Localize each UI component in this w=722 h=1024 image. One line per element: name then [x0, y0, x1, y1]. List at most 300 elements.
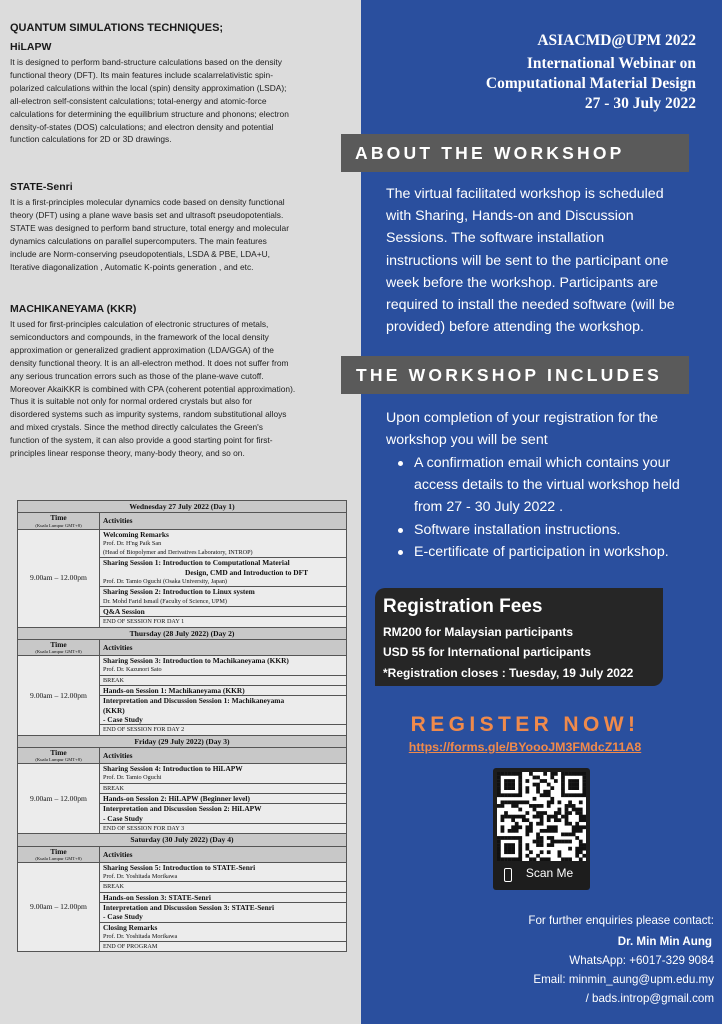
qr-module — [554, 829, 558, 833]
qr-module — [525, 818, 529, 822]
text-line: include are Norm-conserving pseudopotentials, LSDA & PBE, LDA+U, — [10, 248, 270, 259]
qr-module — [508, 793, 512, 797]
qr-module — [575, 854, 579, 858]
text-line: dynamics calculations on parallel supercomputers. The main features — [10, 235, 267, 246]
qr-module — [515, 772, 519, 776]
text-line: density functional theory. It is an all-electron method. It does not suffer from — [10, 357, 289, 368]
qr-module — [533, 797, 537, 801]
qr-module — [522, 800, 526, 804]
qr-module — [540, 818, 544, 822]
qr-module — [561, 783, 565, 787]
qr-module — [568, 772, 572, 776]
qr-module — [525, 825, 529, 829]
qr-module — [579, 793, 583, 797]
day-title: Thursday (28 July 2022) (Day 2) — [18, 627, 347, 639]
kkr-heading: MACHIKANEYAMA (KKR) — [10, 303, 137, 315]
qr-module — [511, 818, 515, 822]
qr-module — [572, 783, 576, 787]
qr-module — [497, 790, 501, 794]
qr-module — [525, 790, 529, 794]
fee-international: USD 55 for International participants — [383, 645, 592, 659]
qr-module — [508, 847, 512, 851]
qr-module — [550, 815, 554, 819]
qr-module — [540, 843, 544, 847]
qr-module — [501, 793, 505, 797]
contact-whatsapp[interactable]: WhatsApp: +6017-329 9084 — [569, 954, 714, 967]
qr-module — [561, 786, 565, 790]
qr-module — [529, 829, 533, 833]
qr-module — [497, 804, 501, 808]
text-line: STATE was designed to perform band structure, total energy and molecular — [10, 222, 289, 233]
qr-module — [540, 829, 544, 833]
qr-module — [497, 836, 501, 840]
text-line: access details to the virtual workshop held — [414, 477, 680, 494]
qr-module — [504, 811, 508, 815]
qr-module — [561, 840, 565, 844]
qr-module — [547, 804, 551, 808]
qr-module — [550, 786, 554, 790]
text-line: Sessions. The software installation — [386, 230, 605, 247]
qr-module — [582, 790, 586, 794]
contact-name: Dr. Min Min Aung — [617, 935, 712, 948]
text-line: A confirmation email which contains your — [414, 455, 671, 471]
activity-speaker: Dr. Mohd Farid Ismail (Faculty of Science, UPM) — [103, 597, 227, 605]
activity-title-cont: Design, CMD and Introduction to DFT — [185, 567, 309, 577]
qr-module — [518, 786, 522, 790]
about-text — [386, 183, 675, 338]
qr-module — [547, 850, 551, 854]
list-item — [386, 519, 680, 541]
scan-me-label — [493, 866, 590, 880]
qr-module — [518, 800, 522, 804]
session-time: 9.00am – 12.00pm — [18, 764, 100, 834]
qr-module — [554, 815, 558, 819]
time-zone: (Kuala Lumpur GMT+8) — [35, 855, 82, 861]
activity-speaker-affiliation: (Head of Biopolymer and Derivatives Laboratory, INTROP) — [103, 549, 253, 557]
activity-title: Q&A Session — [103, 606, 145, 616]
qr-module — [501, 815, 505, 819]
qr-module — [536, 833, 540, 837]
qr-module — [533, 840, 537, 844]
qr-module — [550, 772, 554, 776]
qr-module — [501, 804, 505, 808]
activity-subtitle: - Case Study — [103, 714, 143, 724]
time-zone: (Kuala Lumpur GMT+8) — [35, 522, 82, 528]
qr-module — [582, 772, 586, 776]
qr-module — [561, 779, 565, 783]
activity-title: Interpretation and Discussion Session 1: Machikaneyama — [103, 696, 285, 706]
qr-module — [511, 825, 515, 829]
qr-module — [579, 840, 583, 844]
qr-module — [504, 857, 508, 861]
schedule-table — [17, 500, 347, 952]
registration-link[interactable]: https://forms.gle/BYoooJM3FMdcZ11A8 — [408, 740, 642, 754]
qr-module — [547, 818, 551, 822]
qr-module — [568, 804, 572, 808]
activity-speaker: Prof. Dr. Yoshitada Morikawa — [103, 932, 178, 940]
qr-module — [540, 811, 544, 815]
qr-module — [561, 815, 565, 819]
qr-module — [558, 800, 562, 804]
qr-module — [554, 818, 558, 822]
qr-module — [540, 850, 544, 854]
qr-module — [536, 804, 540, 808]
contact-email-alt[interactable]: / bads.introp@gmail.com — [585, 992, 714, 1005]
qr-module — [504, 779, 508, 783]
qr-module — [565, 818, 569, 822]
activity-subtitle: - Case Study — [103, 912, 143, 922]
qr-module — [529, 825, 533, 829]
qr-module — [536, 776, 540, 780]
qr-module — [568, 779, 572, 783]
qr-module — [525, 800, 529, 804]
includes-list — [386, 452, 680, 563]
registration-deadline: *Registration closes : Tuesday, 19 July 2022 — [383, 666, 634, 680]
qr-module — [497, 843, 501, 847]
qr-module — [504, 793, 508, 797]
activity-title: Interpretation and Discussion Session 2: HiLAPW — [103, 804, 262, 814]
qr-module — [582, 843, 586, 847]
qr-module — [565, 793, 569, 797]
time-header — [18, 513, 100, 529]
day-title: Friday (29 July 2022) (Day 3) — [18, 735, 347, 747]
qr-module — [504, 772, 508, 776]
hilapw-text — [10, 56, 289, 146]
qr-module — [582, 786, 586, 790]
qr-module — [554, 779, 558, 783]
qr-module — [511, 850, 515, 854]
activities-header: Activities — [100, 747, 347, 763]
qr-module — [518, 836, 522, 840]
qr-module — [540, 857, 544, 861]
qr-module — [536, 836, 540, 840]
time-label: Time — [50, 639, 67, 649]
qr-module — [568, 811, 572, 815]
qr-module — [550, 776, 554, 780]
qr-module — [543, 790, 547, 794]
qr-module — [504, 815, 508, 819]
text-line: Software installation instructions. — [414, 521, 621, 538]
qr-module — [508, 850, 512, 854]
qr-module — [501, 818, 505, 822]
text-line: function calculations for 2D or 3D drawings. — [10, 134, 172, 145]
qr-module — [504, 786, 508, 790]
qr-module — [568, 822, 572, 826]
qr-module — [511, 847, 515, 851]
qr-module — [504, 843, 508, 847]
time-label: Time — [50, 846, 67, 856]
day-title: Wednesday 27 July 2022 (Day 1) — [18, 501, 347, 513]
activity-cell — [100, 587, 347, 607]
qr-module — [501, 825, 505, 829]
qr-module — [508, 836, 512, 840]
text-line: Upon completion of your registration for the — [386, 410, 659, 426]
text-line: Moreover AkaiKKR is combined with CPA (coherent potential approximation). — [10, 383, 296, 394]
qr-module — [575, 811, 579, 815]
list-item — [386, 452, 680, 519]
qr-module — [501, 857, 505, 861]
qr-module — [525, 843, 529, 847]
qr-module — [575, 829, 579, 833]
qr-module — [540, 779, 544, 783]
qr-module — [565, 811, 569, 815]
qr-code-panel[interactable] — [493, 768, 590, 890]
text-line: polarized calculations within the local (spin) density approximation (LSDA); — [10, 82, 287, 93]
qr-module — [515, 829, 519, 833]
qr-module — [547, 815, 551, 819]
qr-module — [533, 808, 537, 812]
activity-cell — [100, 764, 347, 784]
qr-module — [525, 786, 529, 790]
qr-module — [525, 833, 529, 837]
time-header — [18, 846, 100, 862]
qr-module — [550, 829, 554, 833]
session-time: 9.00am – 12.00pm — [18, 656, 100, 735]
qr-module — [579, 818, 583, 822]
qr-module — [582, 783, 586, 787]
qr-module — [501, 836, 505, 840]
qr-module — [547, 836, 551, 840]
qr-module — [533, 857, 537, 861]
qr-module — [568, 783, 572, 787]
qr-module — [497, 854, 501, 858]
qr-module — [575, 793, 579, 797]
qr-module — [511, 804, 515, 808]
time-header — [18, 747, 100, 763]
activity-cell — [100, 862, 347, 882]
time-label: Time — [50, 513, 67, 523]
text-line: workshop you will be sent — [386, 432, 548, 449]
qr-module — [565, 804, 569, 808]
qr-module — [561, 776, 565, 780]
qr-module — [518, 854, 522, 858]
qr-module — [568, 800, 572, 804]
session-time: 9.00am – 12.00pm — [18, 529, 100, 627]
qr-module — [536, 783, 540, 787]
qr-module — [572, 779, 576, 783]
registration-fees-box — [375, 588, 663, 686]
qr-module — [508, 772, 512, 776]
qr-module — [550, 797, 554, 801]
time-label: Time — [50, 747, 67, 757]
qr-module — [575, 822, 579, 826]
activity-title: Hands-on Session 2: HiLAPW (Beginner level) — [103, 794, 250, 804]
text-line: disordered systems such as impurity systems, random substitutional alloys — [10, 409, 287, 420]
qr-module — [511, 857, 515, 861]
qr-module — [565, 857, 569, 861]
break-note: BREAK — [100, 675, 347, 685]
qr-module — [522, 818, 526, 822]
qr-module — [547, 800, 551, 804]
qr-module — [511, 779, 515, 783]
qr-module — [515, 815, 519, 819]
text-line: Iterative diagonalization , Automatic K-points generation , and etc. — [10, 261, 254, 272]
qr-module — [568, 847, 572, 851]
qr-module — [504, 800, 508, 804]
qr-module — [568, 786, 572, 790]
qr-module — [518, 790, 522, 794]
qr-module — [561, 790, 565, 794]
qr-module — [508, 829, 512, 833]
qr-module — [533, 804, 537, 808]
qr-module — [504, 847, 508, 851]
text-line: density-of-states (DOS) calculations; and electron density and potential — [10, 121, 274, 132]
qr-module — [504, 783, 508, 787]
qr-module — [579, 772, 583, 776]
qr-module — [518, 808, 522, 812]
qr-module — [508, 843, 512, 847]
activity-cell — [100, 892, 347, 902]
qr-module — [575, 772, 579, 776]
qr-module — [579, 808, 583, 812]
contact-email[interactable]: Email: minmin_aung@upm.edu.my — [533, 973, 714, 986]
qr-module — [540, 804, 544, 808]
qr-module — [561, 857, 565, 861]
end-note: END OF SESSION FOR DAY 1 — [100, 617, 347, 627]
text-line: any serious truncation errors such as those of the plane-wave cutoff. — [10, 370, 264, 381]
qr-module — [518, 779, 522, 783]
qr-module — [529, 804, 533, 808]
activity-cell — [100, 922, 347, 942]
qr-module — [536, 790, 540, 794]
qr-module — [572, 825, 576, 829]
qr-module — [511, 829, 515, 833]
time-zone: (Kuala Lumpur GMT+8) — [35, 649, 82, 655]
qr-module — [536, 815, 540, 819]
qr-module — [511, 783, 515, 787]
qr-module — [554, 811, 558, 815]
left-title: QUANTUM SIMULATIONS TECHNIQUES; — [10, 22, 224, 34]
qr-module — [515, 825, 519, 829]
qr-module — [579, 850, 583, 854]
activity-title: Sharing Session 5: Introduction to STATE-Senri — [103, 862, 256, 872]
qr-module — [529, 772, 533, 776]
state-senri-text — [10, 196, 289, 273]
includes-intro — [386, 407, 658, 451]
activity-title: Welcoming Remarks — [103, 529, 169, 539]
qr-module — [565, 840, 569, 844]
qr-module — [572, 833, 576, 837]
time-header — [18, 639, 100, 655]
activity-title: Hands-on Session 1: Machikaneyama (KKR) — [103, 686, 245, 696]
qr-module — [579, 829, 583, 833]
qr-module — [515, 822, 519, 826]
qr-module — [501, 829, 505, 833]
break-note: BREAK — [100, 783, 347, 793]
qr-module — [558, 850, 562, 854]
qr-module — [547, 857, 551, 861]
qr-module — [582, 815, 586, 819]
qr-module — [582, 825, 586, 829]
includes-heading: THE WORKSHOP INCLUDES — [341, 356, 689, 394]
activity-cell — [100, 902, 347, 922]
qr-module — [550, 800, 554, 804]
qr-module — [568, 857, 572, 861]
activities-header: Activities — [100, 846, 347, 862]
qr-module — [568, 793, 572, 797]
qr-module — [536, 854, 540, 858]
qr-module — [497, 847, 501, 851]
qr-module — [525, 811, 529, 815]
qr-module — [565, 822, 569, 826]
day-title: Saturday (30 July 2022) (Day 4) — [18, 834, 347, 846]
text-line: E-certificate of participation in workshop. — [414, 543, 669, 560]
qr-module — [515, 857, 519, 861]
qr-module — [508, 800, 512, 804]
qr-module — [582, 776, 586, 780]
activity-title: Closing Remarks — [103, 922, 158, 932]
qr-module — [518, 843, 522, 847]
qr-module — [536, 786, 540, 790]
activity-speaker: Prof. Dr. Kazunori Sato — [103, 666, 162, 674]
qr-module — [525, 829, 529, 833]
fees-title: Registration Fees — [383, 596, 543, 617]
qr-module — [540, 840, 544, 844]
qr-module — [536, 811, 540, 815]
qr-module — [525, 779, 529, 783]
event-subtitle: International Webinar on — [526, 55, 696, 72]
qr-module — [497, 776, 501, 780]
qr-module — [511, 786, 515, 790]
qr-module — [497, 783, 501, 787]
qr-module — [575, 836, 579, 840]
activity-title-cont: (KKR) — [103, 705, 125, 715]
qr-module — [508, 857, 512, 861]
activity-title: Interpretation and Discussion Session 3: STATE-Senri — [103, 902, 275, 912]
text-line: with Sharing, Hands-on and Discussion — [386, 208, 634, 225]
qr-module — [529, 857, 533, 861]
qr-module — [504, 850, 508, 854]
qr-module — [558, 808, 562, 812]
qr-module — [550, 825, 554, 829]
qr-module — [511, 815, 515, 819]
qr-module — [518, 847, 522, 851]
kkr-text — [10, 318, 295, 460]
qr-module — [575, 779, 579, 783]
qr-module — [575, 825, 579, 829]
text-line: It used for first-principles calculation of electronic structures of metals, — [10, 319, 269, 329]
qr-module — [550, 836, 554, 840]
qr-module — [579, 847, 583, 851]
activity-title: Sharing Session 4: Introduction to HiLAPW — [103, 764, 243, 774]
qr-module — [497, 857, 501, 861]
contact-intro: For further enquiries please contact: — [528, 914, 714, 927]
qr-module — [540, 793, 544, 797]
qr-module — [554, 840, 558, 844]
qr-module — [508, 786, 512, 790]
text-line: theory (DFT) using a plane wave basis set and ultrasoft pseudopotentials. — [10, 209, 284, 220]
qr-module — [547, 793, 551, 797]
text-line: provided) before attending the workshop. — [386, 319, 644, 336]
qr-module — [558, 811, 562, 815]
state-senri-heading: STATE-Senri — [10, 181, 73, 193]
activities-header: Activities — [100, 513, 347, 529]
text-line: and mixed crystals. Since the method directly calculates the Green's — [10, 422, 263, 433]
qr-module — [540, 836, 544, 840]
text-line: week before the workshop. Participants are — [386, 274, 659, 291]
text-line: Thus it is suitable not only for normal ordered crystals but also for — [10, 396, 253, 407]
qr-module — [547, 843, 551, 847]
activity-cell — [100, 529, 347, 558]
qr-module — [497, 850, 501, 854]
qr-module — [575, 847, 579, 851]
text-line: It is a first-principles molecular dynamics code based on density functional — [10, 197, 285, 207]
qr-module — [543, 857, 547, 861]
activity-cell — [100, 794, 347, 804]
text-line: from 27 - 30 July 2022 . — [414, 499, 564, 516]
qr-module — [554, 825, 558, 829]
qr-module — [561, 833, 565, 837]
